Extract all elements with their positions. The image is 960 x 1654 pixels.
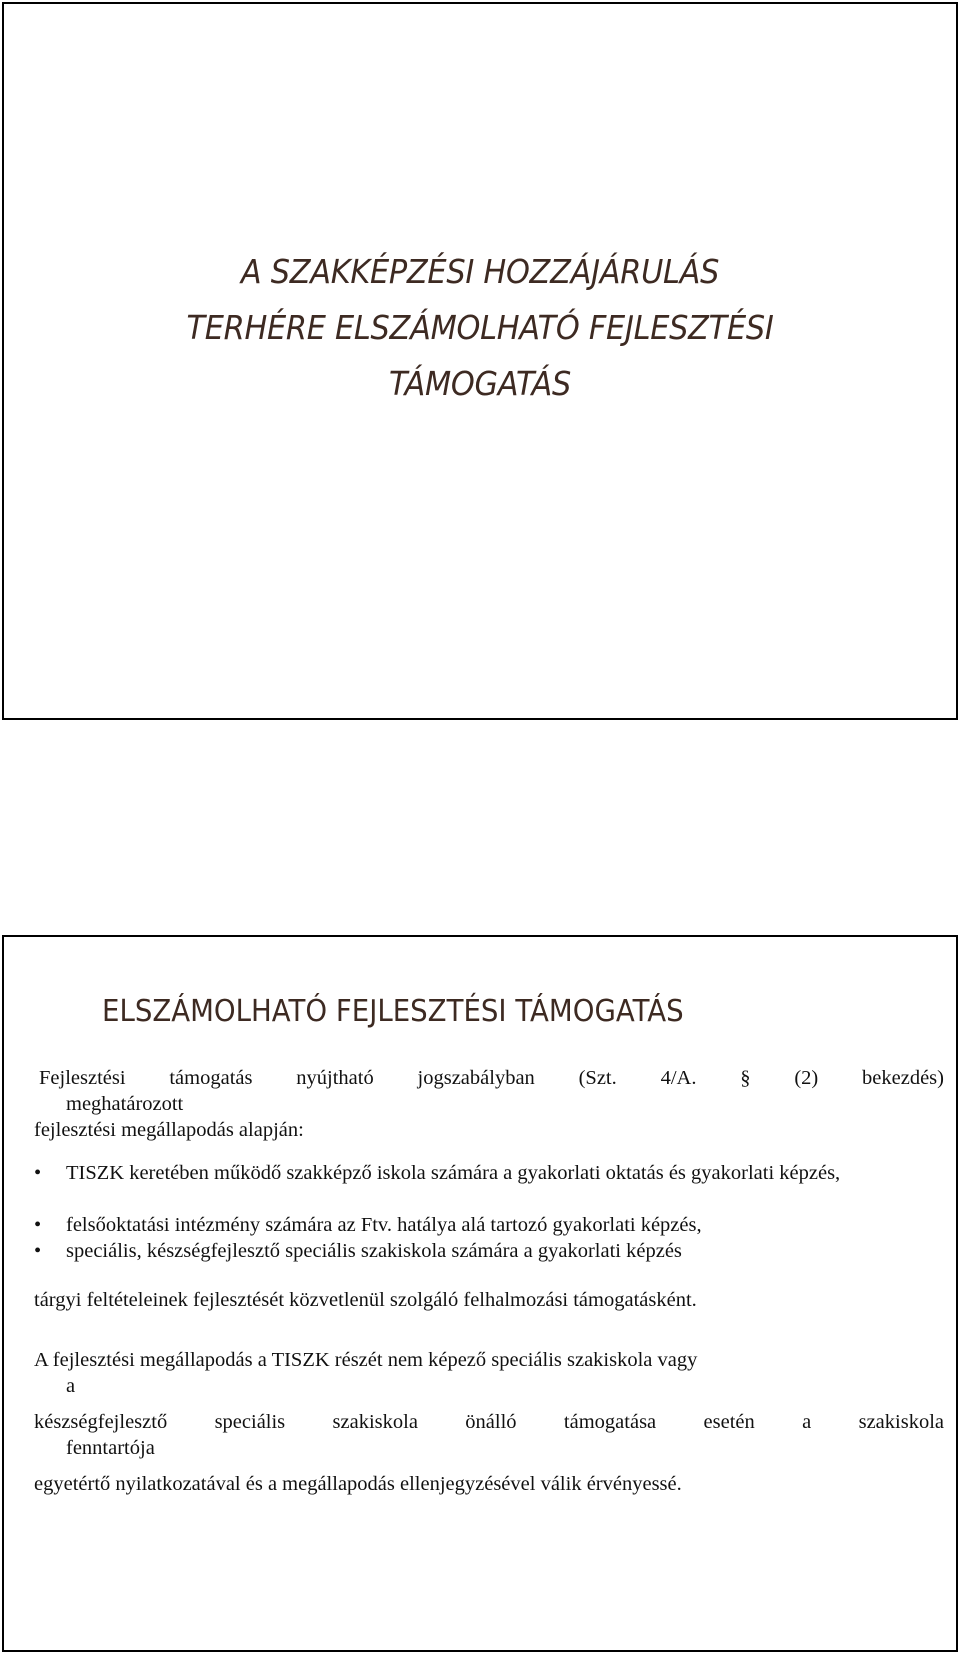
bullet-symbol: • [34,1240,42,1262]
bullet-item-3 [34,1238,944,1264]
closing-line-4: fenntartója [66,1437,155,1459]
bullet-text-1: TISZK keretében működő szakképző iskola számára a gyakorlati oktatás és gyakorlati képzés, [66,1162,841,1184]
slide-2 [2,935,958,1652]
title-line-1: A SZAKKÉPZÉSI HOZZÁJÁRULÁS [240,252,720,291]
bullet-item-2 [34,1212,944,1238]
target-paragraph: tárgyi feltételeinek fejlesztését közvetlenül szolgáló felhalmozási támogatásként. [34,1289,697,1311]
intro-line-2: meghatározott [66,1093,184,1115]
bullet-text-2: felsőoktatási intézmény számára az Ftv. hatálya alá tartozó gyakorlati képzés, [66,1214,702,1236]
closing-line-3: készségfejlesztő speciális szakiskola önálló támogatása esetén a szakiskola [34,1411,944,1433]
closing-line-2: a [66,1375,76,1397]
bullet-text-3: speciális, készségfejlesztő speciális szakiskola számára a gyakorlati képzés [66,1240,682,1262]
slide-1 [2,2,958,720]
title-line-3: TÁMOGATÁS [388,364,572,403]
closing-line-5: egyetértő nyilatkozatával és a megállapodás ellenjegyzésével válik érvényessé. [34,1473,682,1495]
intro-paragraph [34,1065,944,1143]
slide-2-title: ELSZÁMOLHATÓ FEJLESZTÉSI TÁMOGATÁS [102,994,684,1029]
intro-line-3: fejlesztési megállapodás alapján: [34,1119,304,1141]
title-line-2: TERHÉRE ELSZÁMOLHATÓ FEJLESZTÉSI [186,308,774,347]
closing-paragraph [34,1347,944,1497]
bullet-symbol: • [34,1162,42,1184]
bullet-item-1 [34,1160,944,1186]
slide-1-title [42,244,918,412]
bullet-symbol: • [34,1214,42,1236]
closing-line-1: A fejlesztési megállapodás a TISZK részét nem képező speciális szakiskola vagy [34,1349,698,1371]
intro-line-1: Fejlesztési támogatás nyújtható jogszabályban (Szt. 4/A. § (2) bekezdés) [39,1067,944,1089]
